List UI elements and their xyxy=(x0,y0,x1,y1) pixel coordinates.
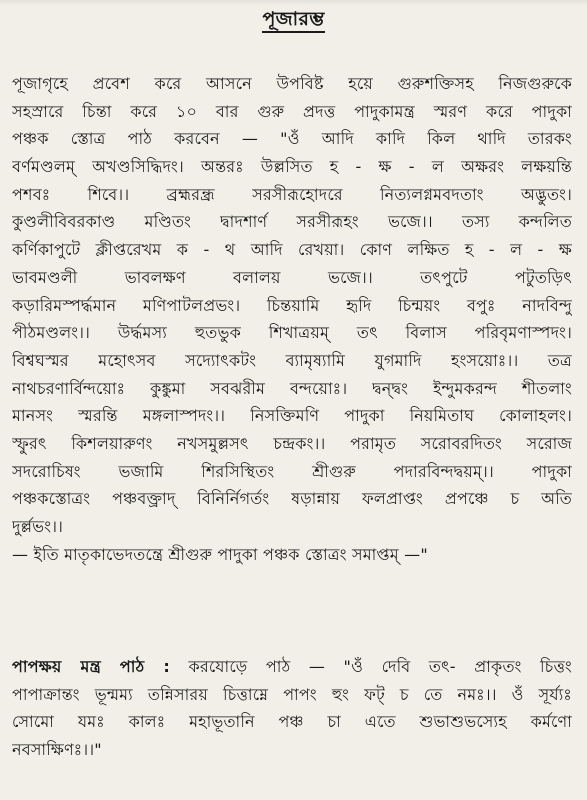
text-line xyxy=(12,653,572,681)
page-title xyxy=(0,6,587,32)
text-line: সদরোচিষং ভজামি শিরসিস্থিতং শ্রীগুরু পদারবিন্দদ্বয়ম্।। পাদুকা xyxy=(12,461,572,481)
paragraph-papakshay xyxy=(12,653,572,764)
text-line: পাপাক্রান্তং ভূন্মম্য তন্নিসারয় চিত্তাম্নে পাপং হুং ফট্ চ তে নমঃ।। ওঁ সূর্য্যঃ xyxy=(12,684,572,704)
text-line: কড়ারিমস্পর্দ্ধমান মণিপাটলপ্রভং। চিন্তয়ামি হৃদি চিন্ময়ং বপুঃ নাদবিন্দু xyxy=(12,295,572,315)
text-line: পঞ্চকস্তোত্রং পঞ্চবক্ত্রাদ্ বিনির্নিগর্তং ষড়ান্নায় ফলপ্রাপ্তং প্রপঞ্চে চ অতি xyxy=(12,489,572,509)
text-line: স্ফুরৎ কিশলয়ারুণং নখসমুল্লসৎ চন্দ্রকং।। পরামৃত সরোবরদিতং সরোজ xyxy=(12,433,572,453)
text-line: নাথচরণার্বিন্দয়োঃ কুঙ্কুমা সবঝরীম বন্দয়োঃ। দ্বন্দ্বং ইন্দুমকরন্দ শীতলাং xyxy=(12,378,572,398)
text-line: সহস্রারে চিন্তা করে ১০ বার গুরু প্রদত্ত পাদুকামন্ত্র স্মরণ করে পাদুকা xyxy=(12,101,572,121)
text-line: পূজাগৃহে প্রবেশ করে আসনে উপবিষ্ট হয়ে গুরুশক্তিসহ নিজগুরুকে xyxy=(12,74,572,93)
text-line: কুণ্ডলীবিবরকাণ্ড মণ্ডিতং দ্বাদশার্ণ সরসীরূহং ভজে।। তস্য কন্দলিত xyxy=(12,212,572,232)
text-line: পশবঃ শিবে।। ব্রহ্মরন্ধ্র সরসীরূহোদরে নিত্যলগ্নমবদতাং অদ্ভুতং। xyxy=(12,184,572,204)
text-line: পীঠমণ্ডলং।। উর্দ্ধমস্য হুতভুক শিখাত্রয়ম্ তৎ বিলাস পরিবৃমণাস্পদং। xyxy=(12,323,572,343)
page-title-text: পূজারম্ভ xyxy=(262,8,324,33)
closing-line: — ইতি মাতৃকাভেদতন্ত্রে শ্রীগুরু পাদুকা পঞ্চক স্তোত্রং সমাপ্তম্ —" xyxy=(12,544,428,564)
papakshay-heading: পাপক্ষয় মন্ত্র পাঠ : xyxy=(12,657,170,676)
text-line: সোমো যমঃ কালঃ মহাভূতানি পঞ্চ চা এতে শুভাশুভস্যেহ কর্মণো xyxy=(12,712,572,732)
text-line: বিশ্বঘস্মর মহোৎসব সদ্যোৎকটং ব্যামৃষ্যামি যুগমাদি হংসয়োঃ।। তত্র xyxy=(12,350,572,370)
text-line: ভাবমণ্ডলী ভাবলক্ষণ বলালয় ভজে।। তৎপুটে পটুতড়িৎ xyxy=(12,267,572,287)
text-line: নবসাক্ষিণঃ।।" xyxy=(12,740,102,760)
text-line: পঞ্চক স্তোত্র পাঠ করবেন — "ওঁ আদি কাদি কিল থাদি তারকং xyxy=(12,129,572,149)
paragraph-stotra xyxy=(12,70,572,568)
text-line: বর্ণমণ্ডলম্ অখণ্ডসিদ্ধিদং। অন্তরঃ উল্লসিত হ - ক্ষ - ল অক্ষরং লক্ষয়ন্তি xyxy=(12,157,572,177)
papakshay-first-line: করযোড়ে পাঠ — "ওঁ দেবি তৎ- প্রাকৃতং চিত্তং xyxy=(169,657,572,676)
text-line: কর্ণিকাপুটে ক্লীপ্তরেখম ক - থ আদি রেখয়া। কোণ লক্ষিত হ - ল - ক্ষ xyxy=(12,240,572,260)
text-line: দুর্ল্লভং।। xyxy=(12,517,64,536)
text-line: মানসং স্মরন্তি মঙ্গলাস্পদং।। নিসক্তিমণি পাদুকা নিয়মিতাঘ কোলাহলং। xyxy=(12,406,572,426)
